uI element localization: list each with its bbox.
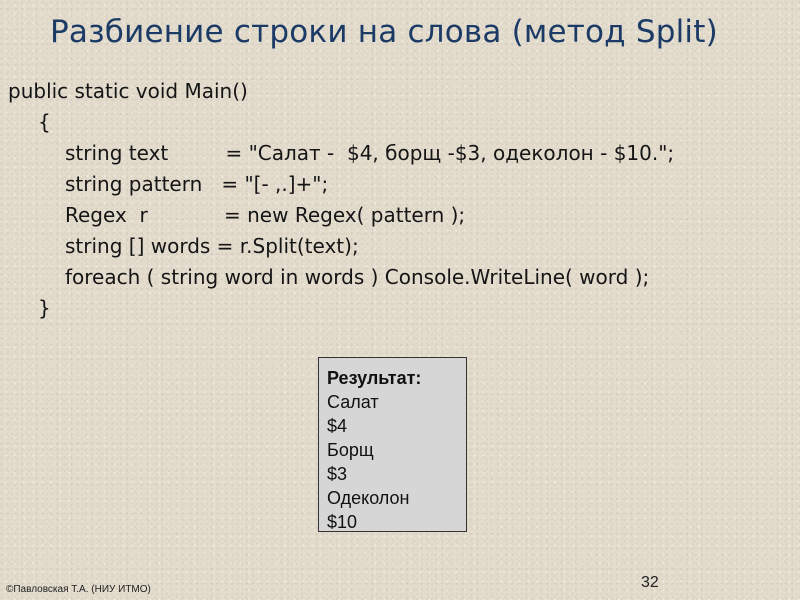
code-line-foreach-loop: foreach ( string word in words ) Console.WriteLine( word ); — [65, 265, 650, 289]
code-line-regex-declaration: Regex r = new Regex( pattern ); — [65, 203, 466, 227]
result-item: $3 — [327, 464, 348, 484]
page-number: 32 — [641, 574, 659, 591]
result-item: Салат — [327, 392, 379, 412]
code-block — [8, 76, 674, 324]
result-heading: Результат: — [327, 368, 422, 388]
result-item: Одеколон — [327, 488, 410, 508]
code-line-split-call: string [] words = r.Split(text); — [65, 234, 359, 258]
code-line-main-signature: public static void Main() — [8, 79, 248, 103]
slide-title: Разбиение строки на слова (метод Split) — [50, 14, 718, 50]
code-line-pattern-declaration: string pattern = "[- ,.]+"; — [65, 172, 329, 196]
result-box — [318, 357, 467, 532]
code-line-open-brace: { — [38, 110, 51, 134]
result-item: Борщ — [327, 440, 374, 460]
result-item: $10 — [327, 512, 358, 532]
result-item: $4 — [327, 416, 348, 436]
code-line-text-declaration: string text = "Салат - $4, борщ -$3, одеколон - $10."; — [65, 141, 675, 165]
footer-credit: ©Павловская Т.А. (НИУ ИТМО) — [6, 584, 151, 595]
code-line-close-brace: } — [38, 296, 51, 320]
